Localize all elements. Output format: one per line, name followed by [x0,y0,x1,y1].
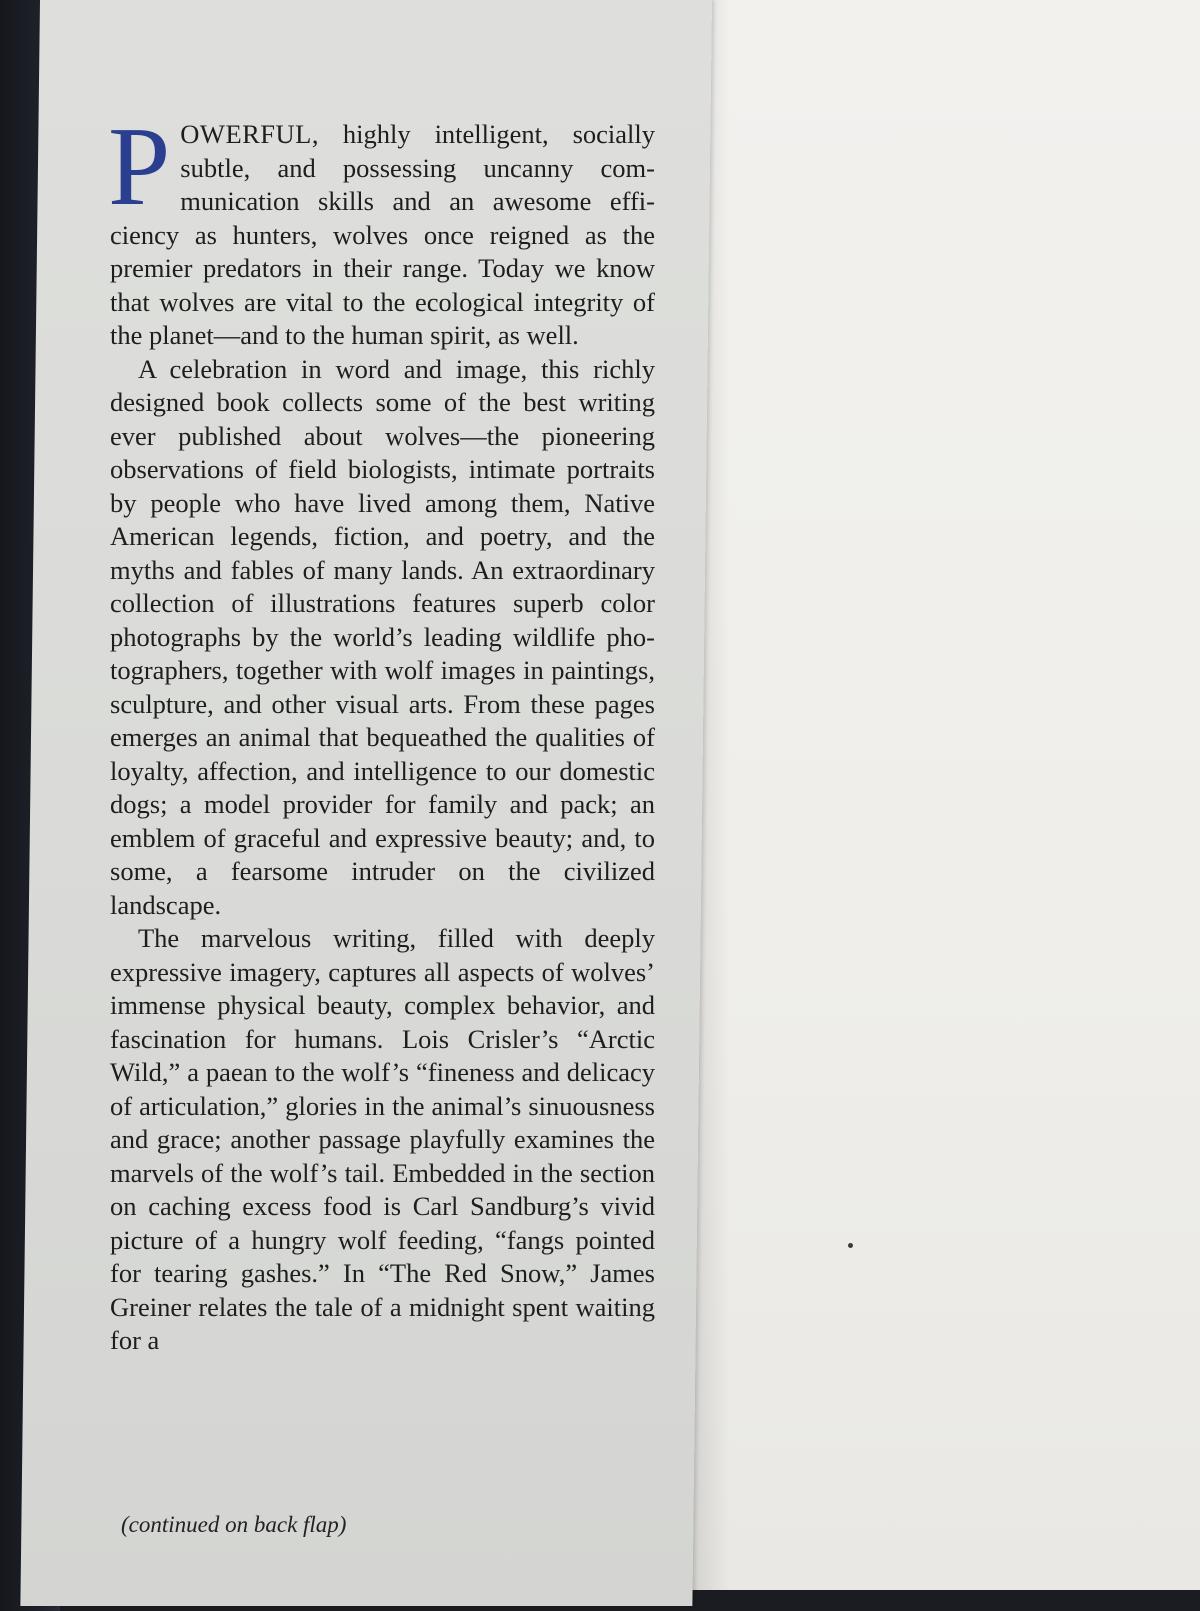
paragraph-1-text: highly intelligent, socially subtle, and possessing uncanny communication skills and an awesome efficiency as hunters, wolves once reigned as the premier predators in their range. Today we know that wolves are vital to the ecological integrity of the planet—and to the human spirit, as well. [110,119,655,350]
paragraph-1 [108,105,655,353]
continued-note: (continued on back flap) [121,1512,347,1537]
drop-cap: P [108,105,171,229]
paragraph-2: A celebration in word and image, this richly designed book collects some of the best writing ever published about wolves—the pioneering observations of field biologists, intimate portraits by people who have lived among them, Native American legends, fiction, and poetry, and the myths and fables of many lands. An extraordinary collection of illustrations features superb color photographs by the world’s leading wildlife photographers, together with wolf images in paintings, sculpture, and other visual arts. From these pages emerges an animal that bequeathed the qualities of loyalty, affection, and intelligence to our domestic dogs; a model provider for family and pack; an emblem of graceful and expressive beauty; and, to some, a fearsome intruder on the civilized landscape. [110,353,655,920]
paragraph-3: The marvelous writing, filled with deeply expressive imagery, captures all aspects of wolves’ immense physical beauty, complex behavior, and fascination for humans. Lois Crisler’s “Arctic Wild,” a paean to the wolf’s “fineness and delicacy of articulation,” glories in the animal’s sinuousness and grace; another passage playfully examines the marvels of the wolf’s tail. Embedded in the section on caching excess food is Carl Sandburg’s vivid picture of a hungry wolf feeding, “fangs pointed for tearing gashes.” In “The Red Snow,” James Greiner relates the tale of a midnight spent waiting for a [110,923,655,1355]
opening-word: OWERFUL, [180,119,319,149]
paper-speck [848,1243,853,1248]
flap-copy [108,105,655,1358]
blank-right-page [690,0,1200,1590]
